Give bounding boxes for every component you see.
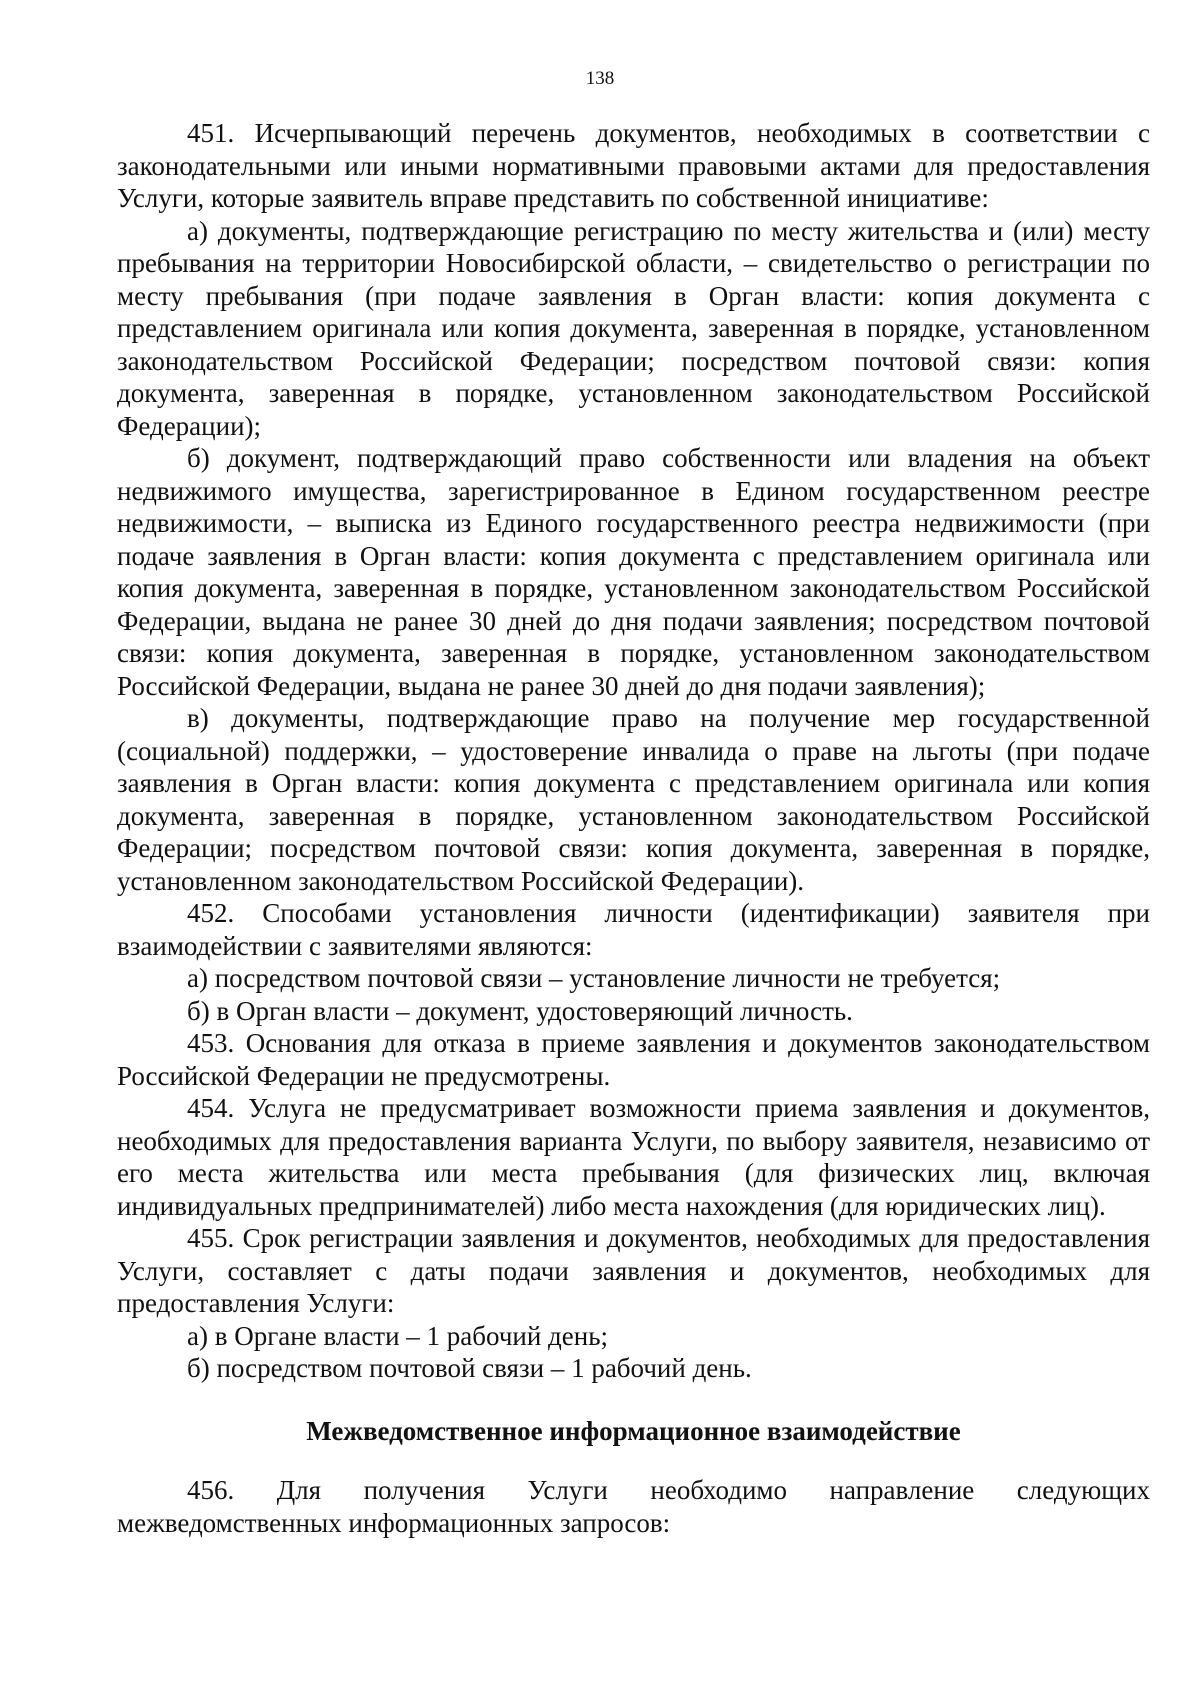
paragraph-451-c: в) документы, подтверждающие право на получение мер государственной (социальной) поддержки, – удостоверение инвалида о праве на льготы (при подаче заявления в Орган власти: копия документа с представлением оригинала или копия документа, заверенная в порядке, установленном законодательством Российской Федерации; посредством почтовой связи: копия документа, заверенная в порядке, установленном законодательством Российской Федерации). [117, 703, 1150, 896]
paragraph-454: 454. Услуга не предусматривает возможности приема заявления и документов, необходимых для предоставления варианта Услуги, по выбору заявителя, независимо от его места жительства или места пребывания (для физических лиц, включая индивидуальных предпринимателей) либо места нахождения (для юридических лиц). [117, 1093, 1150, 1221]
paragraph-455-a: а) в Органе власти – 1 рабочий день; [187, 1320, 609, 1351]
section-heading: Межведомственное информационное взаимодействие [306, 1415, 961, 1446]
page-number: 138 [585, 68, 615, 89]
paragraph-451-b: б) документ, подтверждающий право собственности или владения на объект недвижимого имущества, зарегистрированное в Едином государственном реестре недвижимости, – выписка из Единого государственного реестра недвижимости (при подаче заявления в Орган власти: копия документа с представлением оригинала или копия документа, заверенная в порядке, установленном законодательством Российской Федерации, выдана не ранее 30 дней до дня подачи заявления; посредством почтовой связи: копия документа, заверенная в порядке, установленном законодательством Российской Федерации, выдана не ранее 30 дней до дня подачи заявления); [117, 443, 1150, 701]
paragraph-452-a: а) посредством почтовой связи – установление личности не требуется; [187, 963, 1001, 993]
paragraph-453: 453. Основания для отказа в приеме заявления и документов законодательством Российской Федерации не предусмотрены. [117, 1028, 1150, 1091]
document-body [117, 117, 1150, 1539]
paragraph-451-a: а) документы, подтверждающие регистрацию по месту жительства и (или) месту пребывания на территории Новосибирской области, – свидетельство о регистрации по месту пребывания (при подаче заявления в Орган власти: копия документа с представлением оригинала или копия документа, заверенная в порядке, установленном законодательством Российской Федерации; посредством почтовой связи: копия документа, заверенная в порядке, установленном законодательством Российской Федерации); [117, 215, 1150, 441]
paragraph-452-b: б) в Орган власти – документ, удостоверяющий личность. [187, 995, 853, 1026]
paragraph-456: 456. Для получения Услуги необходимо направление следующих межведомственных информационных запросов: [117, 1475, 1150, 1538]
paragraph-451: 451. Исчерпывающий перечень документов, необходимых в соответствии с законодательными или иными нормативными правовыми актами для предоставления Услуги, которые заявитель вправе представить по собственной инициативе: [117, 118, 1150, 213]
paragraph-452: 452. Способами установления личности (идентификации) заявителя при взаимодействии с заявителями являются: [117, 898, 1150, 961]
paragraph-455-b: б) посредством почтовой связи – 1 рабочий день. [187, 1353, 752, 1383]
paragraph-455: 455. Срок регистрации заявления и документов, необходимых для предоставления Услуги, составляет с даты подачи заявления и документов, необходимых для предоставления Услуги: [117, 1223, 1150, 1318]
